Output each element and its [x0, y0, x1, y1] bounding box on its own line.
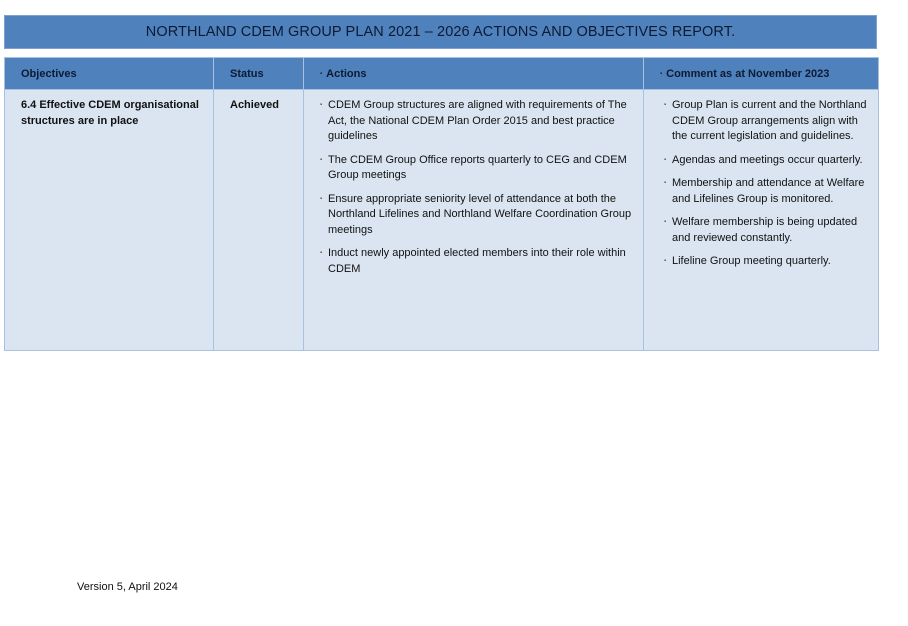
- action-item: ▪ CDEM Group structures are aligned with requirements of The Act, the National CDEM Plan Order 2015 and best practice guidelines: [320, 98, 633, 145]
- comment-item: ▪ Agendas and meetings occur quarterly.: [664, 153, 868, 169]
- header-actions: [304, 58, 644, 90]
- header-status: Status: [214, 58, 304, 90]
- objectives-table: [4, 57, 879, 351]
- comment-item: ▪ Welfare membership is being updated and reviewed constantly.: [664, 215, 868, 246]
- report-title: NORTHLAND CDEM GROUP PLAN 2021 – 2026 ACTIONS AND OBJECTIVES REPORT.: [4, 15, 877, 49]
- comment-item: ▪ Group Plan is current and the Northland CDEM Group arrangements align with the current legislation and guidelines.: [664, 98, 868, 145]
- action-item: ▪ The CDEM Group Office reports quarterly to CEG and CDEM Group meetings: [320, 153, 633, 184]
- table-row: [5, 90, 879, 351]
- header-actions-label: Actions: [326, 67, 367, 80]
- objective-cell: 6.4 Effective CDEM organisational structures are in place: [5, 90, 214, 351]
- bullet-icon: ▪: [320, 70, 323, 77]
- header-comment-label: Comment as at November 2023: [666, 67, 830, 80]
- version-footer: Version 5, April 2024: [77, 581, 178, 593]
- action-item: ▪ Ensure appropriate seniority level of attendance at both the Northland Lifelines and Northland Welfare Coordination Group meetings: [320, 192, 633, 239]
- comment-item: ▪ Membership and attendance at Welfare and Lifelines Group is monitored.: [664, 176, 868, 207]
- actions-cell: [304, 90, 644, 351]
- action-item: ▪ Induct newly appointed elected members into their role within CDEM: [320, 246, 633, 277]
- header-objectives: Objectives: [5, 58, 214, 90]
- comment-item: ▪ Lifeline Group meeting quarterly.: [664, 254, 868, 270]
- table-header-row: [5, 58, 879, 90]
- status-cell: Achieved: [214, 90, 304, 351]
- bullet-icon: ▪: [660, 70, 663, 77]
- comments-cell: [644, 90, 879, 351]
- header-comment: [644, 58, 879, 90]
